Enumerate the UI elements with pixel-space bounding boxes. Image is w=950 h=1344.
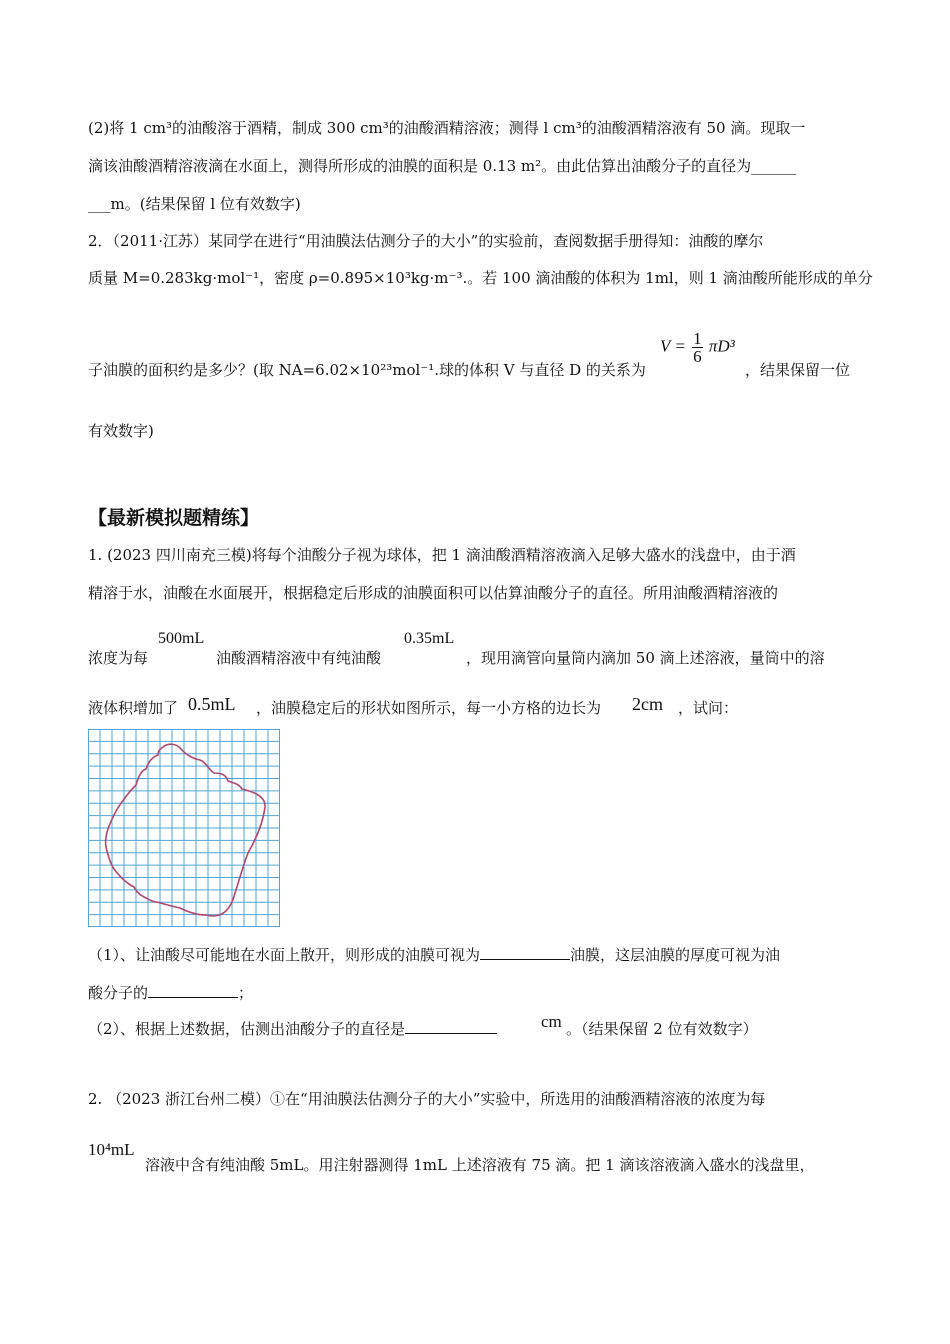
q1-sub1-text-c: 酸分子的: [88, 984, 149, 1002]
answer-blank-diameter[interactable]: [405, 1019, 497, 1034]
formula-rhs: πD³: [708, 336, 735, 356]
problem2-line-2: 质量 M=0.283kg·mol⁻¹，密度 ρ=0.895×10³kg·m⁻³.。若 100 滴油酸的体积为 1ml，则 1 滴油酸所能形成的单分: [88, 269, 873, 287]
q1-sub1-c: [88, 982, 253, 1004]
q1-sub1-text-b: 油膜，这层油膜的厚度可视为油: [570, 946, 781, 964]
problem2-line-3b: ，结果保留一位: [745, 361, 851, 379]
formula-lhs: V =: [660, 336, 686, 356]
oil-film-grid-figure: [88, 729, 280, 927]
q1-sub2-text-a: （2）、根据上述数据，估测出油酸分子的直径是: [88, 1020, 406, 1038]
q1-line-1: 1. (2023 四川南充三模)将每个油酸分子视为球体，把 1 滴油酸酒精溶液滴入足够大盛水的浅盘中，由于酒: [88, 546, 796, 564]
q1-line-2: 精溶于水，油酸在水面展开，根据稳定后形成的油膜面积可以估算油酸分子的直径。所用油酸酒精溶液的: [88, 584, 779, 602]
formula-numerator: 1: [693, 329, 702, 348]
q1-line-4c: ，试问：: [678, 699, 739, 717]
q1-sub1-text-a: （1）、让油酸尽可能地在水面上散开，则形成的油膜可视为: [88, 946, 481, 964]
formula-denominator: 6: [693, 347, 702, 366]
q1-sub1-a: [88, 944, 780, 966]
prev-problem-line-3: ___m。(结果保留 l 位有效数字): [88, 195, 301, 213]
q1-sub2-text-b: 。（结果保留 2 位有效数字）: [566, 1020, 758, 1038]
q1-cell-size: 2cm: [632, 694, 663, 714]
q1-volume-035ml: 0.35mL: [404, 630, 455, 647]
section-title: 【最新模拟题精练】: [88, 507, 260, 529]
q1-sub2-unit: cm: [541, 1012, 562, 1031]
q2-line-1: 2. （2023 浙江台州二模）①在“用油膜法估测分子的大小”实验中，所选用的油酸酒精溶液的浓度为每: [88, 1090, 766, 1108]
prev-problem-line-2: 滴该油酸酒精溶液滴在水面上，测得所形成的油膜的面积是 0.13 m²。由此估算出油酸分子的直径为______: [88, 157, 797, 175]
q1-volume-05ml: 0.5mL: [188, 694, 236, 714]
problem2-line-3a: 子油膜的面积约是多少？(取 NA=6.02×10²³mol⁻¹.球的体积 V 与直径 D 的关系为: [88, 361, 646, 379]
q1-line-3b: 油酸酒精溶液中有纯油酸: [216, 649, 382, 667]
answer-blank-thickness[interactable]: [148, 983, 238, 998]
q1-line-4b: ，油膜稳定后的形状如图所示，每一小方格的边长为: [256, 699, 602, 717]
q1-line-3c: ，现用滴管向量筒内滴加 50 滴上述溶液，量筒中的溶: [466, 649, 825, 667]
q2-volume-10e4ml: 10⁴mL: [88, 1140, 135, 1159]
problem2-line-4: 有效数字): [88, 422, 154, 440]
q1-sub2: [88, 1018, 497, 1040]
prev-problem-line-1: (2)将 1 cm³的油酸溶于酒精，制成 300 cm³的油酸酒精溶液；测得 l cm³的油酸酒精溶液有 50 滴。现取一: [88, 119, 806, 137]
q1-line-4a: 液体积增加了: [88, 699, 179, 717]
q1-line-3a: 浓度为每: [88, 649, 149, 667]
problem2-line-1: 2．（2011·江苏）某同学在进行“用油膜法估测分子的大小”的实验前，查阅数据手册得知：油酸的摩尔: [88, 232, 764, 250]
answer-blank-film-type[interactable]: [480, 945, 570, 960]
q1-volume-500ml: 500mL: [158, 630, 205, 647]
q1-sub1-text-d: ；: [238, 984, 254, 1002]
formula-fraction: [692, 330, 703, 365]
sphere-volume-formula: [660, 330, 735, 365]
q2-line-2: 溶液中含有纯油酸 5mL。用注射器测得 1mL 上述溶液有 75 滴。把 1 滴该溶液滴入盛水的浅盘里，: [145, 1156, 815, 1174]
